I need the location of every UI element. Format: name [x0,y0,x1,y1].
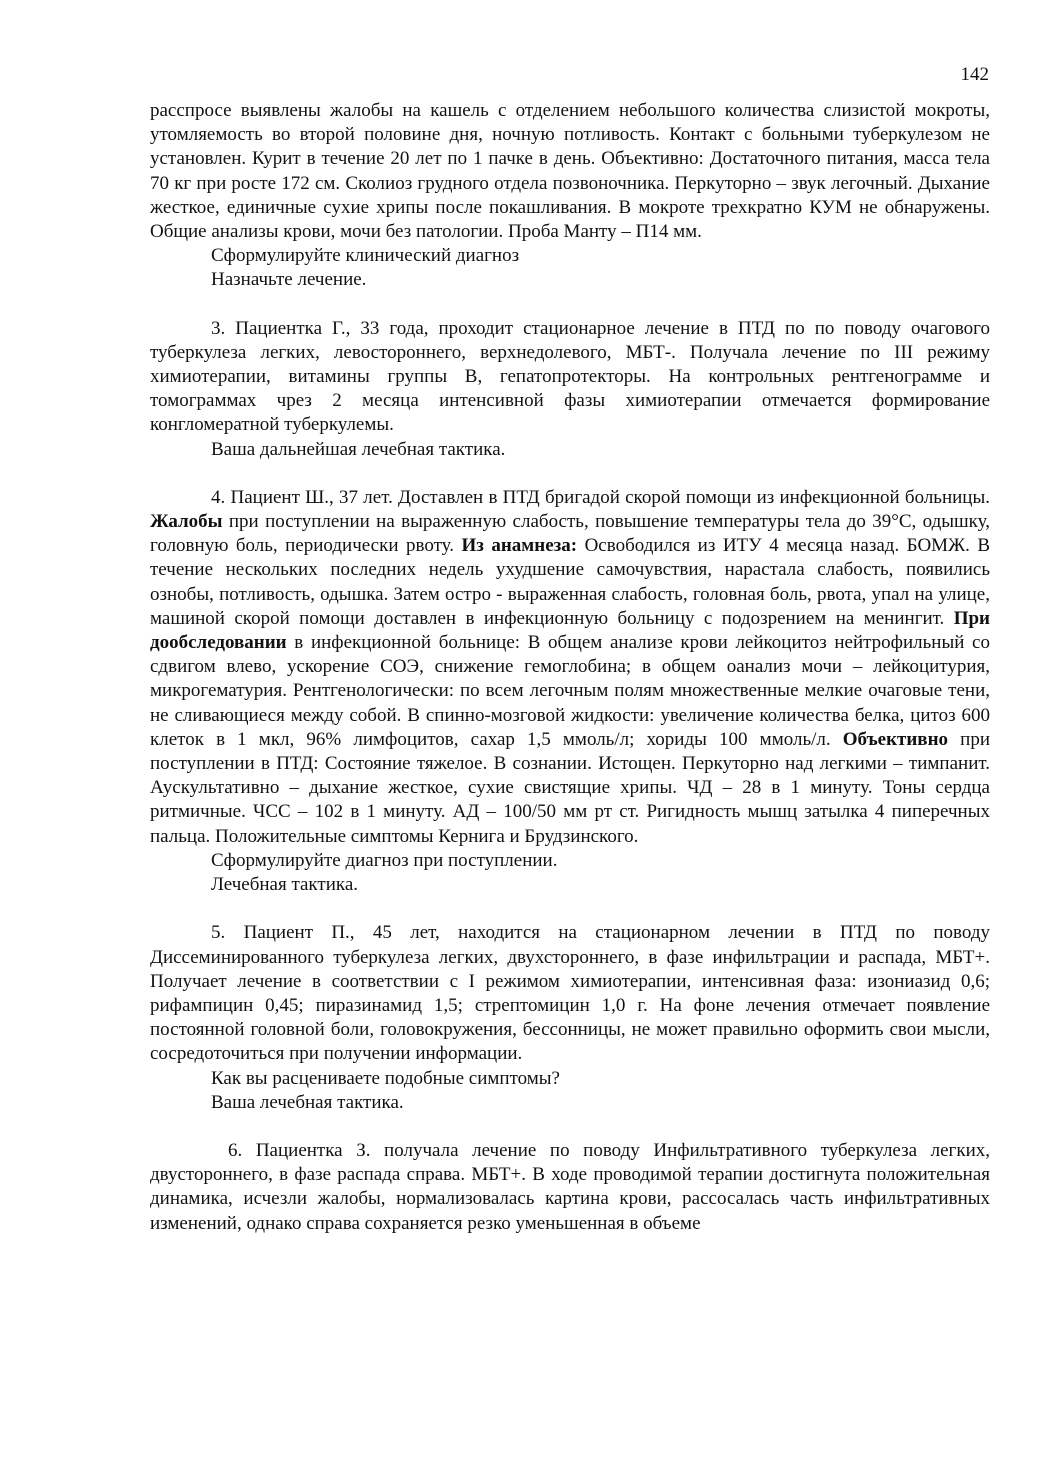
case-6-text: 6. Пациентка З. получала лечение по поводу Инфильтративного туберкулеза легких, двустороннего, в фазе распада справа. МБТ+. В ходе проводимой терапии достигнута положительная динамика, исчезли жалобы, нормализовалась картина крови, рассосалась часть инфильтративных изменений, однако справа сохраняется резко уменьшенная в объеме [150,1139,990,1234]
case-4-text [150,486,990,849]
case-4-question-1: Сформулируйте диагноз при поступлении. [211,849,558,871]
examination-heading: При дообследовании [150,607,990,654]
page-number: 142 [960,64,989,85]
body-text [150,99,990,1236]
case-4-intro: 4. Пациент Ш., 37 лет. Доставлен в ПТД бригадой скорой помощи из инфекционной больницы. [211,486,990,508]
case-2-question-2: Назначьте лечение. [211,269,367,291]
case-3-text: 3. Пациентка Г., 33 года, проходит стационарное лечение в ПТД по по поводу очагового туберкулеза легких, левостороннего, верхнедолевого, МБТ-. Получала лечение по III режиму химиотерапии, витамины группы В, гепатопротекторы. На контрольных рентгенограмме и томограммах чрез 2 месяца интенсивной фазы химиотерапии отмечается формирование конгломератной туберкулемы. [150,317,990,436]
case-5-text: 5. Пациент П., 45 лет, находится на стационарном лечении в ПТД по поводу Диссеминированного туберкулеза легких, двухстороннего, в фазе инфильтрации и распада, МБТ+. Получает лечение в соответствии с I режимом химиотерапии, интенсивная фаза: изониазид 0,6; рифампицин 0,45; пиразинамид 1,5; стрептомицин 1,0 г. На фоне лечения отмечает появление постоянной головной боли, головокружения, бессонницы, не может правильно оформить свои мысли, сосредоточиться при получении информации. [150,922,990,1065]
case-2-text: расспросе выявлены жалобы на кашель с отделением небольшого количества слизистой мокроты, утомляемость во второй половине дня, ночную потливость. Контакт с больными туберкулезом не установлен. Курит в течение 20 лет по 1 пачке в день. Объективно: Достаточного питания, масса тела 70 кг при росте 172 см. Сколиоз грудного отдела позвоночника. Перкуторно – звук легочный. Дыхание жесткое, единичные сухие хрипы после покашливания. В мокроте трехкратно КУМ не обнаружены. Общие анализы крови, мочи без патологии. Проба Манту – П14 мм. [150,100,990,243]
paragraph-gap [150,897,990,921]
complaints-heading: Жалобы [150,511,223,533]
case-2-question-1: Сформулируйте клинический диагноз [211,245,520,267]
case-4-examination: в инфекционной больнице: В общем анализе крови лейкоцитоз нейтрофильный со сдвигом влево, ускорение СОЭ, снижение гемоглобина; в общем оанализ мочи – лейкоцитурия, микрогематурия. Рентгенологически: по всем легочным полям множественные мелкие очаговые тени, не сливающиеся между собой. В спинно-мозговой жидкости: увеличение количества белка, цитоз 600 клеток в 1 мкл, 96% лимфоцитов, сахар 1,5 ммоль/л; хориды 100 ммоль/л. [150,632,990,750]
case-4-complaints: при поступлении на выраженную слабость, повышение температуры тела до 39°С, одышку, головную боль, периодически рвоту. [150,511,990,557]
case-4-question-2: Лечебная тактика. [211,874,359,896]
paragraph-gap [150,462,990,486]
objective-heading: Объективно [842,728,949,750]
case-5-question-1: Как вы расцениваете подобные симптомы? [211,1067,560,1089]
case-5-question-2: Ваша лечебная тактика. [211,1091,404,1113]
anamnesis-heading: Из анамнеза: [461,535,578,557]
case-4-anamnesis: Освободился из ИТУ 4 месяца назад. БОМЖ. В течение нескольких последних недель ухудшение самочувствия, нарастала слабость, появились ознобы, потливость, одышка. Затем остро - выраженная слабость, головная боль, рвота, упал на улице, машиной скорой помощи доставлен в инфекционную больницу с подозрением на менингит. [150,535,991,629]
paragraph-gap [150,293,990,317]
case-4-objective: при поступлении в ПТД: Состояние тяжелое. В сознании. Истощен. Перкуторно над легкими – тимпанит. Аускультативно – дыхание жесткое, сухие свистящие хрипы. ЧД – 28 в 1 минуту. Тоны сердца ритмичные. ЧСС – 102 в 1 минуту. АД – 100/50 мм рт ст. Ригидность мышц затылка 4 пиперечных пальца. Положительные симптомы Кернига и Брудзинского. [150,728,991,847]
paragraph-gap [150,1115,990,1139]
case-3-question-1: Ваша дальнейшая лечебная тактика. [211,438,506,460]
